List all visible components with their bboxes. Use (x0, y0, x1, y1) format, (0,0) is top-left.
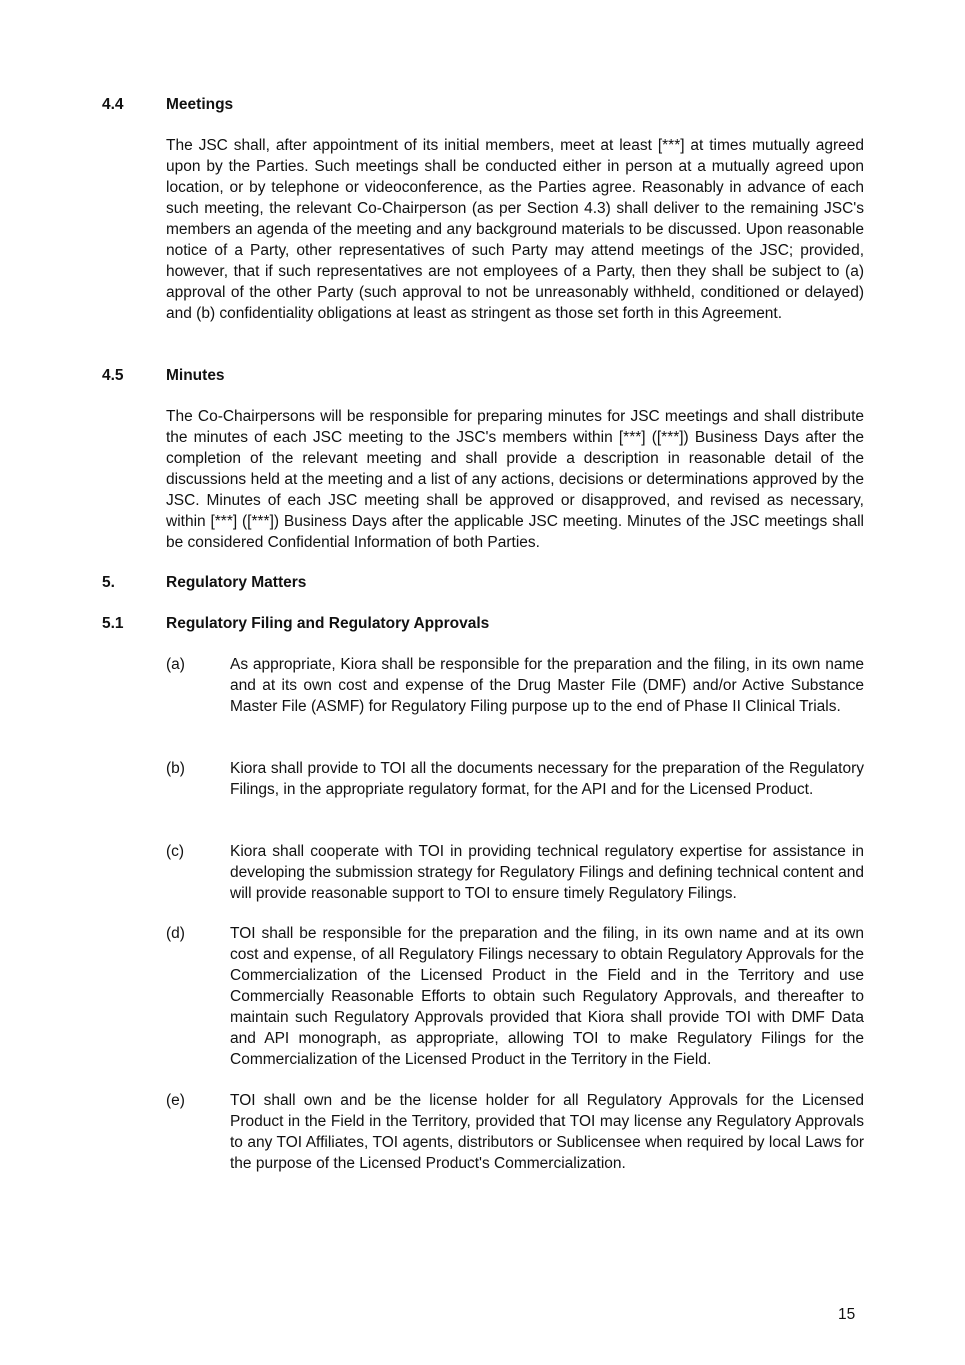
list-item-label: (c) (166, 843, 185, 860)
list-item-label: (a) (166, 656, 185, 673)
section-number: 4.4 (102, 96, 124, 113)
section-number: 5. (102, 574, 115, 591)
section-title: Meetings (166, 96, 234, 113)
list-item-label: (b) (166, 760, 185, 777)
list-item-text: TOI shall own and be the license holder for all Regulatory Approvals for the Licensed Product in the Field in the Territory, provided that TOI may license any Regulatory Approvals to any TOI Affiliates, TOI agents, distributors or Sublicensee when required by local Laws for the purpose of the Licensed Product's Commercialization. (230, 1092, 864, 1172)
section-title: Regulatory Matters (166, 574, 307, 591)
section-title: Minutes (166, 367, 225, 384)
list-item-text: Kiora shall cooperate with TOI in providing technical regulatory expertise for assistance in developing the submission strategy for Regulatory Filings and defining technical content and will provide reasonable support to TOI to ensure timely Regulatory Filings. (230, 843, 864, 902)
section-number: 4.5 (102, 367, 124, 384)
section-5-1-heading (102, 613, 489, 634)
list-item-a (166, 654, 864, 717)
section-4-4-body: The JSC shall, after appointment of its initial members, meet at least [***] at times mutually agreed upon by the Parties. Such meetings shall be conducted either in person at a mutually agreed upon location, or by telephone or videoconference, as the Parties agree. Reasonably in advance of each such meeting, the relevant Co-Chairperson (as per Section 4.3) shall deliver to the remaining JSC's members an agenda of the meeting and any background materials to be discussed. Upon reasonable notice of a Party, other representatives of such Party may attend meetings of the JSC; provided, however, that if such representatives are not employees of a Party, then they shall be subject to (a) approval of the other Party (such approval to not be unreasonably withheld, conditioned or delayed) and (b) confidentiality obligations at least as stringent as those set forth in this Agreement. (166, 137, 864, 322)
section-number: 5.1 (102, 615, 124, 632)
list-item-label: (d) (166, 925, 185, 942)
list-item-label: (e) (166, 1092, 185, 1109)
list-item-e (166, 1090, 864, 1174)
list-item-b (166, 758, 864, 800)
list-item-text: TOI shall be responsible for the preparation and the filing, in its own name and at its own cost and expense, of all Regulatory Filings necessary to obtain Regulatory Approvals for the Commercialization of the Licensed Product in the Field and in the Territory and use Commercially Reasonable Efforts to obtain such Regulatory Approvals, and thereafter to maintain such Regulatory Approvals provided that Kiora shall provide TOI with DMF Data and API monograph, as appropriate, allowing TOI to make Regulatory Filings for the Commercialization of the Licensed Product in the Territory in the Field. (230, 925, 864, 1068)
list-item-text: As appropriate, Kiora shall be responsible for the preparation and the filing, in its own name and at its own cost and expense of the Drug Master File (DMF) and/or Active Substance Master File (ASMF) for Regulatory Filing purpose up to the end of Phase II Clinical Trials. (230, 656, 864, 715)
page-number: 15 (838, 1306, 856, 1323)
list-item-d (166, 923, 864, 1070)
list-item-c (166, 841, 864, 904)
section-4-4-heading (102, 94, 233, 115)
section-5-heading (102, 572, 306, 593)
section-4-5-heading (102, 365, 225, 386)
list-item-text: Kiora shall provide to TOI all the documents necessary for the preparation of the Regulatory Filings, in the appropriate regulatory format, for the API and for the Licensed Product. (230, 760, 864, 798)
section-title: Regulatory Filing and Regulatory Approvals (166, 615, 490, 632)
section-4-5-body: The Co-Chairpersons will be responsible for preparing minutes for JSC meetings and shall distribute the minutes of each JSC meeting to the JSC's members within [***] ([***]) Business Days after the completion of the relevant meeting and shall provide a description in reasonable detail of the discussions held at the meeting and a list of any actions, decisions or determinations approved by the JSC. Minutes of each JSC meeting shall be approved or disapproved, and revised as necessary, within [***] ([***]) Business Days after the applicable JSC meeting. Minutes of the JSC meetings shall be considered Confidential Information of both Parties. (166, 408, 864, 551)
